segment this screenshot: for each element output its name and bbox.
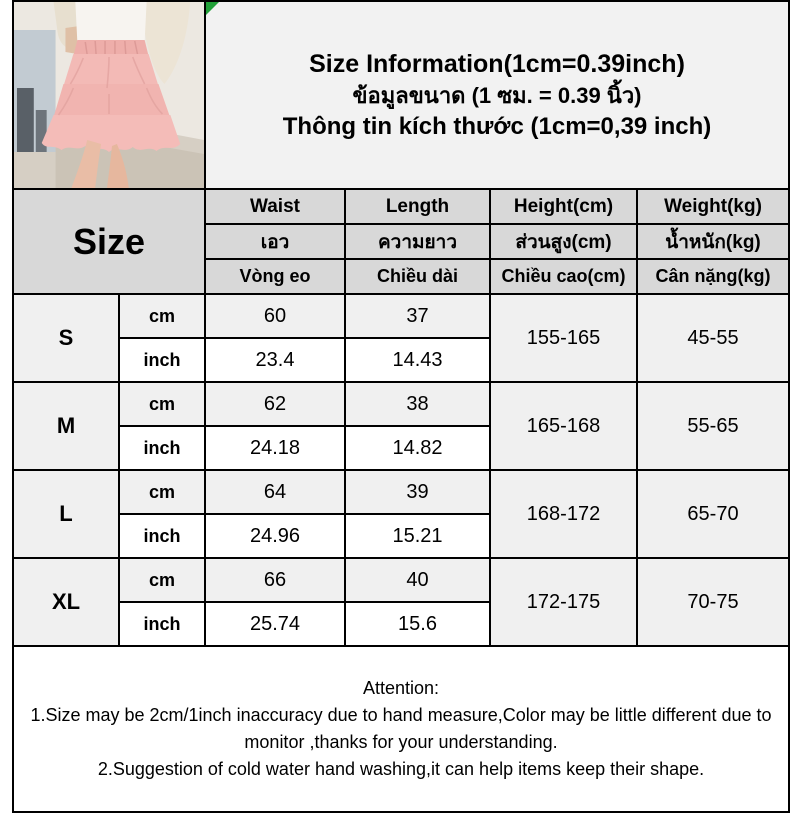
title-vietnamese: Thông tin kích thước (1cm=0,39 inch) bbox=[282, 112, 712, 140]
weight-range-xl: 70-75 bbox=[637, 558, 789, 646]
title-english: Size Information(1cm=0.39inch) bbox=[309, 50, 685, 79]
unit-label-inch: inch bbox=[119, 426, 205, 470]
unit-label-inch: inch bbox=[119, 338, 205, 382]
attention-line-2: 2.Suggestion of cold water hand washing,it can help items keep their shape. bbox=[97, 759, 705, 779]
size-row-xl-cm bbox=[13, 558, 789, 602]
waist-inch-l: 24.96 bbox=[205, 514, 345, 558]
height-range-xl: 172-175 bbox=[490, 558, 637, 646]
col-header-length-th: ความยาว bbox=[345, 224, 490, 259]
waist-cm-s: 60 bbox=[205, 294, 345, 338]
size-table bbox=[12, 0, 790, 813]
weight-range-s: 45-55 bbox=[637, 294, 789, 382]
waist-inch-s: 23.4 bbox=[205, 338, 345, 382]
unit-label-cm: cm bbox=[119, 294, 205, 338]
col-header-waist-th: เอว bbox=[205, 224, 345, 259]
header-banner-row bbox=[13, 1, 789, 189]
length-inch-s: 14.43 bbox=[345, 338, 490, 382]
product-photo bbox=[13, 1, 205, 189]
waist-cm-m: 62 bbox=[205, 382, 345, 426]
height-range-s: 155-165 bbox=[490, 294, 637, 382]
unit-label-cm: cm bbox=[119, 558, 205, 602]
unit-label-cm: cm bbox=[119, 382, 205, 426]
size-label-l: L bbox=[13, 470, 119, 558]
col-header-height-en: Height(cm) bbox=[490, 189, 637, 224]
waist-cm-l: 64 bbox=[205, 470, 345, 514]
size-row-s-cm bbox=[13, 294, 789, 338]
length-cm-xl: 40 bbox=[345, 558, 490, 602]
col-header-length-en: Length bbox=[345, 189, 490, 224]
skirt-photo-illustration bbox=[14, 2, 204, 188]
waist-inch-m: 24.18 bbox=[205, 426, 345, 470]
size-label-s: S bbox=[13, 294, 119, 382]
size-chart-sheet bbox=[12, 0, 790, 813]
length-cm-s: 37 bbox=[345, 294, 490, 338]
title-block bbox=[205, 1, 789, 189]
col-header-weight-vi: Cân nặng(kg) bbox=[637, 259, 789, 294]
col-header-height-vi: Chiều cao(cm) bbox=[490, 259, 637, 294]
attention-row bbox=[13, 646, 789, 812]
length-cm-m: 38 bbox=[345, 382, 490, 426]
length-cm-l: 39 bbox=[345, 470, 490, 514]
length-inch-m: 14.82 bbox=[345, 426, 490, 470]
unit-label-inch: inch bbox=[119, 602, 205, 646]
col-header-weight-th: น้ำหนัก(kg) bbox=[637, 224, 789, 259]
attention-heading: Attention: bbox=[362, 678, 440, 698]
title-thai: ข้อมูลขนาด (1 ซม. = 0.39 นิ้ว) bbox=[352, 82, 642, 108]
col-header-waist-en: Waist bbox=[205, 189, 345, 224]
length-inch-l: 15.21 bbox=[345, 514, 490, 558]
weight-range-l: 65-70 bbox=[637, 470, 789, 558]
size-label-xl: XL bbox=[13, 558, 119, 646]
col-header-waist-vi: Vòng eo bbox=[205, 259, 345, 294]
height-range-m: 165-168 bbox=[490, 382, 637, 470]
height-range-l: 168-172 bbox=[490, 470, 637, 558]
col-header-height-th: ส่วนสูง(cm) bbox=[490, 224, 637, 259]
col-header-weight-en: Weight(kg) bbox=[637, 189, 789, 224]
waist-cm-xl: 66 bbox=[205, 558, 345, 602]
green-corner-marker-icon bbox=[206, 2, 219, 15]
attention-note bbox=[13, 646, 789, 812]
unit-label-inch: inch bbox=[119, 514, 205, 558]
waist-inch-xl: 25.74 bbox=[205, 602, 345, 646]
attention-line-1: 1.Size may be 2cm/1inch inaccuracy due to hand measure,Color may be little different due to monitor ,thanks for your understanding. bbox=[30, 705, 772, 752]
size-row-m-cm bbox=[13, 382, 789, 426]
weight-range-m: 55-65 bbox=[637, 382, 789, 470]
length-inch-xl: 15.6 bbox=[345, 602, 490, 646]
unit-label-cm: cm bbox=[119, 470, 205, 514]
col-header-length-vi: Chiều dài bbox=[345, 259, 490, 294]
size-corner-label: Size bbox=[13, 189, 205, 294]
size-label-m: M bbox=[13, 382, 119, 470]
column-header-row-en bbox=[13, 189, 789, 224]
size-row-l-cm bbox=[13, 470, 789, 514]
